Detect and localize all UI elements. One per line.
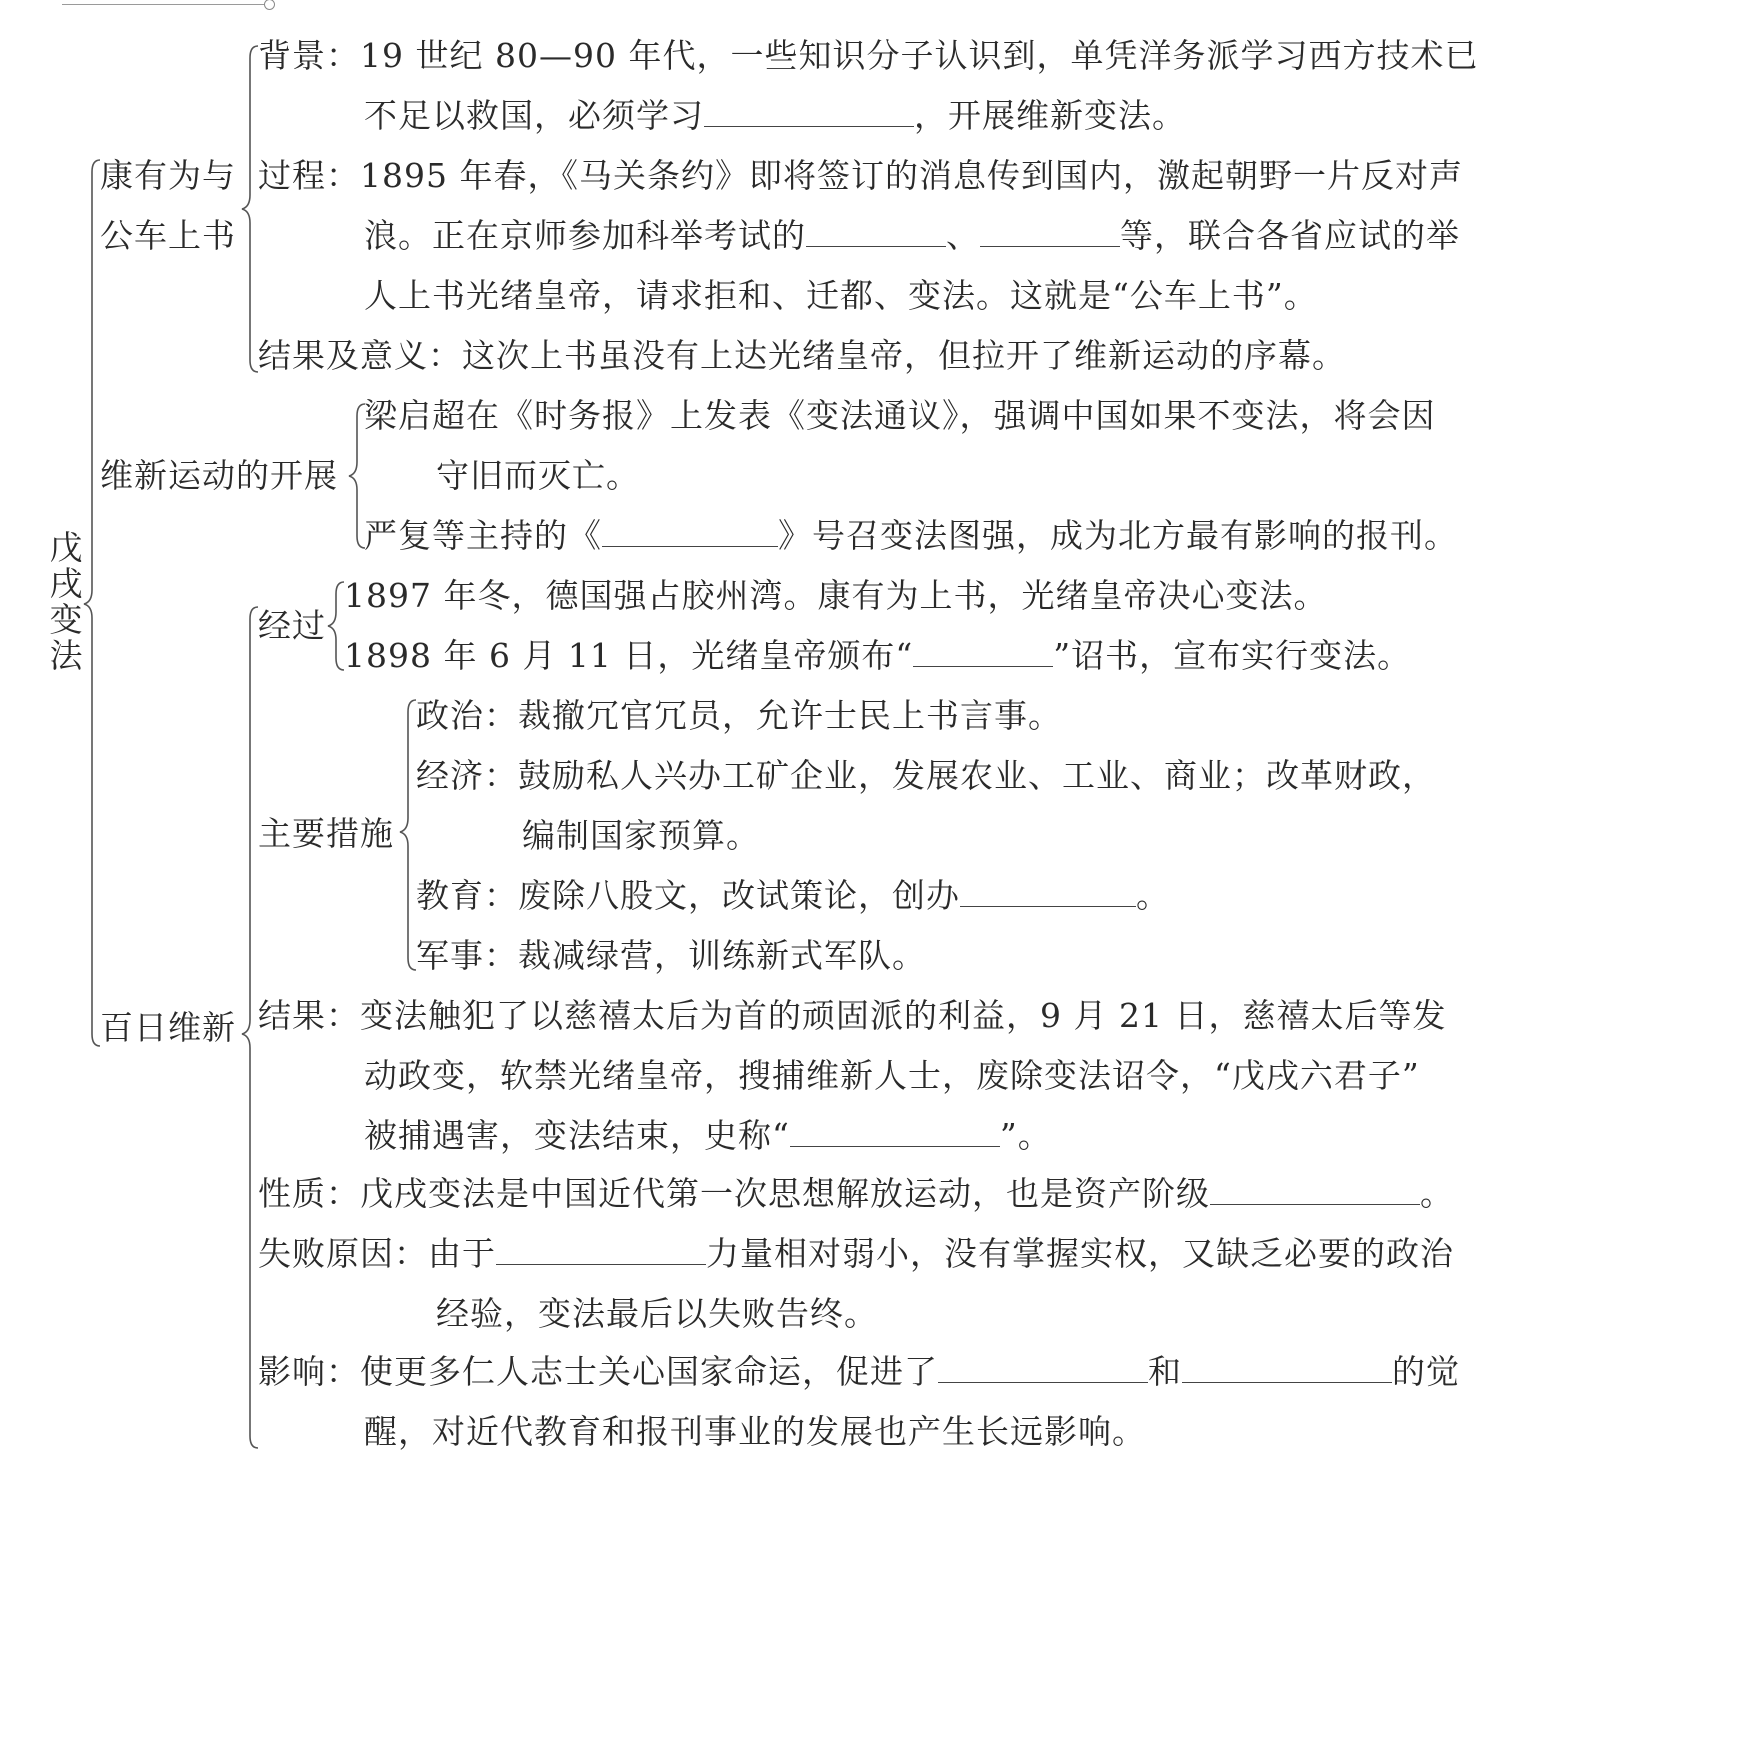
military-label: 军事： [416,936,518,975]
kang-background-line2 [364,86,1186,146]
hundred-result-text1: 变法触犯了以慈禧太后为首的顽固派的利益，9 月 21 日，慈禧太后等发 [360,996,1447,1035]
kang-title-line1: 康有为与 [100,156,236,195]
fill-blank-edict[interactable] [913,630,1053,667]
background-text2b: ，开展维新变法。 [914,96,1186,135]
failure-label: 失败原因： [258,1234,428,1273]
root-title: 戊戌变法 [49,528,83,675]
brace-course [328,582,344,670]
hundred-result-line2: 动政变，软禁光绪皇帝，搜捕维新人士，废除变法诏令，“戊戌六君子” [364,1056,1420,1095]
hundred-result-text3b: ”。 [999,1116,1052,1155]
brace-hundred [242,607,258,1448]
influence-text1b: 和 [1148,1352,1182,1391]
brace-root [84,160,100,1046]
measures-label: 主要措施 [258,814,394,853]
fill-blank-leader-2[interactable] [980,210,1120,247]
education-text-a: 废除八股文，改试策论，创办 [518,876,960,915]
influence-line2: 醒，对近代教育和报刊事业的发展也产生长远影响。 [364,1412,1146,1451]
kang-process-line2 [364,206,1460,266]
failure-line2: 经验，变法最后以失败告终。 [436,1294,878,1333]
background-text2a: 不足以救国，必须学习 [364,96,704,135]
politics-text: 裁撤冗官冗员，允许士民上书言事。 [518,696,1062,735]
brace-measures [400,700,416,970]
kang-background-line1 [258,26,1478,86]
measure-military-line [416,926,926,986]
influence-text1c: 的觉 [1392,1352,1460,1391]
influence-line1 [258,1342,1460,1402]
fill-blank-newspaper[interactable] [602,510,778,547]
failure-text1b: 力量相对弱小，没有掌握实权，又缺乏必要的政治 [706,1234,1454,1273]
failure-text1a: 由于 [428,1234,496,1273]
movement-item2a: 严复等主持的《 [364,516,602,555]
course-item1: 1897 年冬，德国强占胶州湾。康有为上书，光绪皇帝决心变法。 [344,576,1328,615]
movement-item1-line2: 守旧而灭亡。 [436,456,640,495]
movement-item2-line [364,506,1458,566]
hundred-result-line3 [364,1106,1052,1166]
kang-result-label: 结果及意义： [258,336,462,375]
measure-politics-line [416,686,1062,746]
military-text: 裁减绿营，训练新式军队。 [518,936,926,975]
process-text2b: 、 [946,216,980,255]
fill-blank-leader-1[interactable] [806,210,946,247]
hundred-title: 百日维新 [100,1008,236,1047]
process-text2a: 浪。正在京师参加科举考试的 [364,216,806,255]
fill-blank-awakening-1[interactable] [938,1346,1148,1383]
education-text-b: 。 [1136,876,1170,915]
kang-result-line [258,326,1346,386]
influence-label: 影响： [258,1352,360,1391]
fill-blank-coup-name[interactable] [790,1110,1000,1147]
background-text1: 19 世纪 80—90 年代，一些知识分子认识到，单凭洋务派学习西方技术已 [360,36,1479,75]
brace-kang [242,46,258,372]
economy-label: 经济： [416,756,518,795]
fill-blank-awakening-2[interactable] [1182,1346,1392,1383]
process-text1: 1895 年春，《马关条约》即将签订的消息传到国内，激起朝野一片反对声 [360,156,1463,195]
hundred-result-text3a: 被捕遇害，变法结束，史称“ [364,1116,790,1155]
movement-item2b: 》号召变法图强，成为北方最有影响的报刊。 [778,516,1458,555]
movement-item1-line1: 梁启超在《时务报》上发表《变法通议》，强调中国如果不变法，将会因 [364,396,1436,435]
background-label: 背景： [258,36,360,75]
nature-line [258,1164,1454,1224]
hundred-result-line1 [258,986,1446,1046]
course-item2-line [344,626,1411,686]
politics-label: 政治： [416,696,518,735]
kang-process-line1 [258,146,1463,206]
fill-blank-nature[interactable] [1210,1168,1420,1205]
process-label: 过程： [258,156,360,195]
fill-blank-western-politics[interactable] [704,90,914,127]
kang-result-text: 这次上书虽没有上达光绪皇帝，但拉开了维新运动的序幕。 [462,336,1346,375]
course-label: 经过 [258,606,326,645]
education-label: 教育： [416,876,518,915]
kang-process-line3: 人上书光绪皇帝，请求拒和、迁都、变法。这就是“公车上书”。 [364,276,1318,315]
movement-title: 维新运动的开展 [100,456,338,495]
measure-economy-line2: 编制国家预算。 [522,816,760,855]
nature-label: 性质： [258,1174,360,1213]
measure-economy-line1 [416,746,1436,806]
kang-title-line2: 公车上书 [100,216,236,255]
process-text2c: 等，联合各省应试的举 [1120,216,1460,255]
measure-education-line [416,866,1170,926]
economy-text1: 鼓励私人兴办工矿企业，发展农业、工业、商业；改革财政， [518,756,1436,795]
influence-text1a: 使更多仁人志士关心国家命运，促进了 [360,1352,938,1391]
nature-text-b: 。 [1420,1174,1454,1213]
course-item2b: ”诏书，宣布实行变法。 [1053,636,1412,675]
nature-text-a: 戊戌变法是中国近代第一次思想解放运动，也是资产阶级 [360,1174,1210,1213]
fill-blank-class[interactable] [496,1228,706,1265]
brace-movement [349,404,365,548]
failure-line1 [258,1224,1454,1284]
course-item2a: 1898 年 6 月 11 日，光绪皇帝颁布“ [344,636,914,675]
hundred-result-label: 结果： [258,996,360,1035]
fill-blank-school[interactable] [960,870,1136,907]
